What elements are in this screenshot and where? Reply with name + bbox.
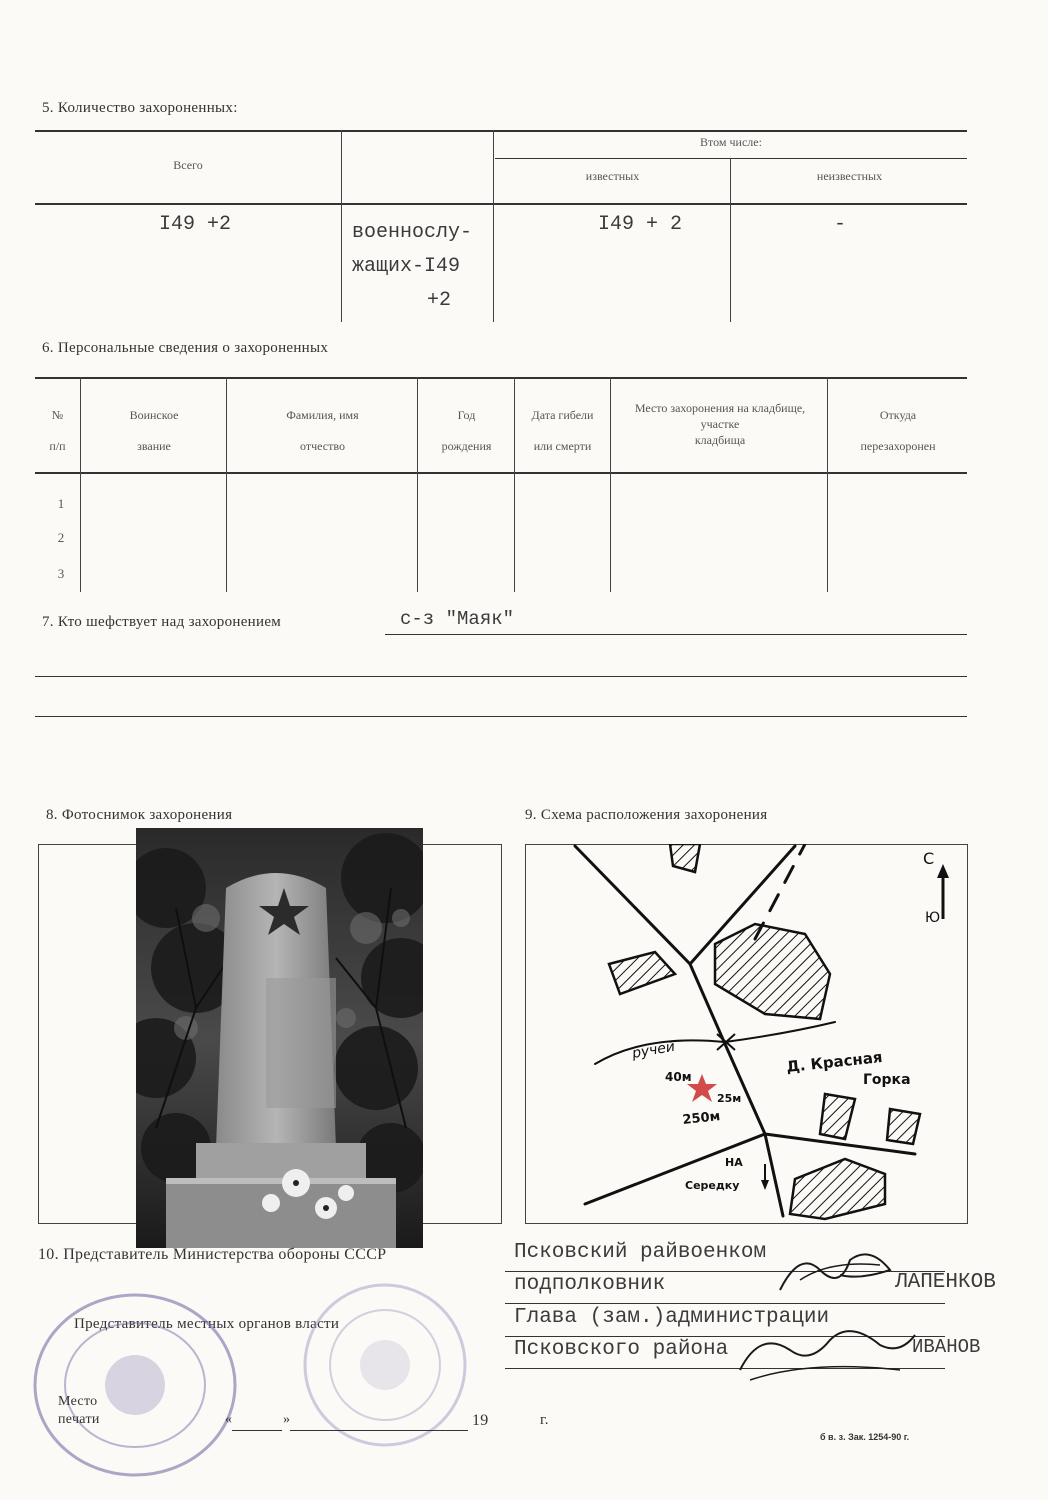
category-line: жащих-I49 (352, 255, 461, 278)
header-line: кладбища (694, 433, 746, 447)
table6-divider (610, 377, 611, 592)
date-quote: » (283, 1412, 291, 1427)
known-value: I49 + 2 (597, 213, 682, 236)
signature-line (505, 1303, 945, 1304)
table-row: 2 (57, 530, 65, 545)
section8-title: 8. Фотоснимок захоронения (46, 807, 233, 823)
patron-underline (385, 634, 967, 635)
table6-divider (80, 377, 81, 592)
year-label: 19 (472, 1412, 489, 1429)
unknown-value: - (833, 213, 846, 236)
col-including-header: Втом числе: (700, 135, 762, 149)
section9-title: 9. Схема расположения захоронения (525, 807, 768, 823)
header-line: Место захоронения на кладбище, участке (634, 401, 806, 431)
col-total-header: Всего (173, 158, 203, 172)
header-line: Год (457, 408, 476, 422)
table5-divider (493, 130, 494, 322)
distance-label: 250м (681, 1109, 721, 1128)
header-line: звание (137, 439, 171, 453)
building-block (887, 1109, 920, 1144)
blank-line (35, 676, 967, 677)
official-seal (25, 1285, 245, 1485)
patron-value: с-з "Маяк" (400, 608, 515, 630)
category-line: военнослу- (352, 221, 473, 244)
header-line: Фамилия, имя (286, 408, 359, 422)
date-line (232, 1430, 282, 1431)
header-reburied-from (829, 400, 967, 462)
south-label: Ю (925, 910, 941, 926)
col-known-header: известных (585, 169, 640, 183)
blank-line (35, 716, 967, 717)
category-line: +2 (427, 289, 452, 312)
date-line (290, 1430, 468, 1431)
road-south (585, 1134, 765, 1204)
signature-image (760, 1240, 910, 1300)
direction-label: Середку (685, 1179, 740, 1192)
building-block (820, 1094, 855, 1139)
header-name (228, 400, 417, 462)
table5-subheader-line (495, 158, 967, 159)
header-rank (82, 400, 226, 462)
header-line: или смерти (533, 439, 592, 453)
typed-name: ИВАНОВ (912, 1336, 981, 1358)
header-line: Дата гибели (531, 408, 594, 422)
section7-title: 7. Кто шефствует над захоронением (42, 614, 282, 630)
typed-line: Глава (зам.)администрации (514, 1306, 830, 1329)
header-number (35, 400, 80, 462)
table6-divider (226, 377, 227, 592)
header-death-date (515, 400, 610, 462)
typed-line: подполковник (514, 1273, 666, 1296)
year-suffix: г. (540, 1412, 549, 1428)
memorial-photo (136, 828, 423, 1248)
location-sketch-map (525, 844, 966, 1222)
section10-title: 10. Представитель Министерства обороны СССР (38, 1246, 387, 1263)
header-burial-place (622, 400, 818, 448)
village-block (715, 924, 830, 1019)
village-label: Горка (863, 1072, 911, 1088)
typed-line: Псковский райвоенком (514, 1241, 767, 1264)
table5-header-bottom-border (35, 203, 967, 205)
building-block (670, 844, 700, 872)
print-note: б в. з. Зак. 1254-90 г. (820, 1432, 910, 1442)
stream-label: ручей (630, 1038, 677, 1062)
header-line: Откуда (879, 408, 917, 422)
col-unknown-header: неизвестных (816, 169, 883, 183)
header-birth-year (419, 400, 514, 462)
village-label: Д. Красная (785, 1047, 884, 1076)
building-block (790, 1159, 885, 1219)
north-label: С (923, 849, 935, 868)
seal-place-text: печати (58, 1412, 100, 1427)
header-line: № (51, 408, 64, 422)
distance-label: 40м (665, 1070, 692, 1084)
category-value (352, 216, 472, 318)
seal-place-text: Место (58, 1394, 98, 1409)
building-block (609, 952, 675, 994)
table5-divider (341, 130, 342, 322)
date-quote: « (225, 1412, 233, 1427)
official-seal (290, 1280, 480, 1450)
distance-label: 25м (717, 1092, 742, 1105)
table6-divider (417, 377, 418, 592)
typed-name: ЛАПЕНКОВ (895, 1271, 996, 1294)
signature-image (730, 1310, 920, 1390)
table6-divider (827, 377, 828, 592)
local-rep-label: Представитель местных органов власти (74, 1316, 340, 1332)
header-line: отчество (300, 439, 345, 453)
total-value: I49 +2 (158, 213, 231, 236)
seal-place-label (58, 1393, 100, 1429)
header-line: перезахоронен (860, 439, 936, 453)
table5-divider (730, 158, 731, 322)
section6-title: 6. Персональные сведения о захороненных (42, 340, 329, 356)
table-row: 3 (57, 566, 65, 581)
section5-title: 5. Количество захороненных: (42, 100, 238, 116)
table-row: 1 (57, 496, 65, 511)
header-line: п/п (49, 439, 66, 453)
header-line: рождения (441, 439, 492, 453)
header-line: Воинское (129, 408, 179, 422)
direction-label: НА (725, 1156, 743, 1169)
main-road (575, 846, 783, 1216)
typed-line: Псковского района (514, 1338, 729, 1361)
